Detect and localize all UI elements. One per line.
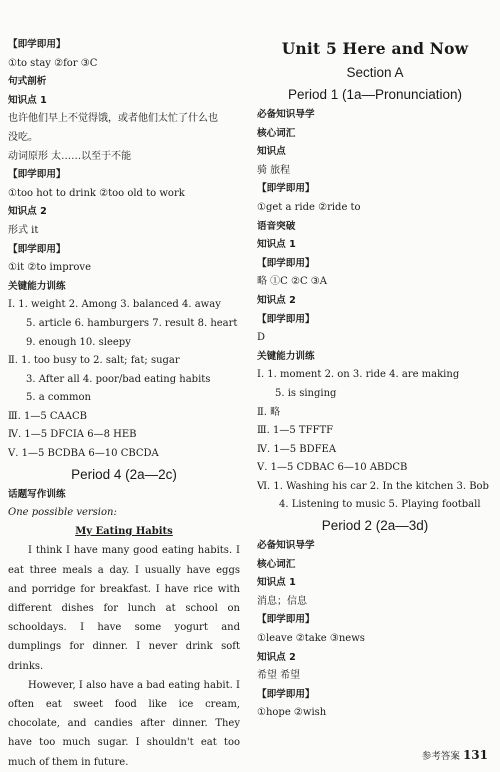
left-line: 句式剖析 (8, 76, 47, 88)
right-line: ①hope ②wish (257, 707, 327, 719)
right-line: Period 2 (2a—3d) (321, 518, 429, 534)
left-line: 【即学即用】 (8, 39, 66, 50)
left-line: 也许他们早上不觉得饿，或者他们太忙了什么也 (8, 113, 218, 125)
right-line: 骑 旅程 (257, 164, 291, 176)
left-line: ①to stay ②for ③C (8, 57, 98, 69)
left-line: 关键能力训练 (8, 280, 66, 292)
right-line: 核心词汇 (257, 558, 296, 570)
footer-label: 参考答案 (421, 751, 460, 762)
right-line: 4. Listening to music 5. Playing football (279, 499, 481, 511)
right-line: 希望 希望 (257, 670, 301, 682)
right-line: 【即学即用】 (257, 183, 315, 195)
right-column (257, 36, 493, 723)
left-line: My Eating Habits (75, 525, 173, 537)
right-line: Ⅴ. 1—5 CDBAC 6—10 ABDCB (257, 462, 408, 474)
right-line: 核心词汇 (257, 127, 296, 139)
left-line: 3. After all 4. poor/bad eating habits (26, 373, 211, 385)
right-line: Ⅳ. 1—5 BDFEA (257, 443, 337, 455)
right-line: 知识点 (257, 146, 286, 158)
right-line: D (257, 332, 266, 344)
left-line: Ⅰ. 1. weight 2. Among 3. balanced 4. away (8, 299, 221, 311)
left-line: 9. enough 10. sleepy (26, 336, 131, 348)
right-line: 消息；信息 (257, 595, 307, 607)
left-line: 知识点 2 (8, 206, 47, 218)
right-line: 必备知识导学 (257, 540, 315, 552)
left-line: 5. article 6. hamburgers 7. result 8. heart (26, 317, 238, 329)
left-line: ①too hot to drink ②too old to work (8, 187, 185, 199)
left-line: 形式 it (8, 224, 39, 236)
right-line: 略 ①C ②C ③A (257, 276, 327, 288)
left-line: Ⅲ. 1—5 CAACB (8, 410, 87, 422)
right-line: 知识点 1 (257, 239, 296, 251)
right-line: 5. is singing (275, 387, 337, 399)
essay-body (8, 541, 240, 771)
right-line: 知识点 1 (257, 577, 296, 589)
right-line: 【即学即用】 (257, 257, 315, 269)
right-line: Ⅲ. 1—5 TFFTF (257, 425, 334, 437)
left-line: 动词原形 太……以至于不能 (8, 150, 132, 162)
essay-paragraph-2: However, I also have a bad eating habit. I often eat sweet food like ice cream, chocolate, and candies after dinner. They have too much sugar. I shouldn't eat too much of them in future. (8, 679, 240, 768)
right-line: Ⅵ. 1. Washing his car 2. In the kitchen 3. Bob (257, 480, 489, 492)
page-footer (422, 748, 488, 762)
left-line: Period 4 (2a—2c) (71, 466, 177, 482)
left-column (8, 36, 240, 772)
left-line: 没吃。 (8, 131, 38, 143)
right-line: 关键能力训练 (257, 350, 315, 362)
left-line: 5. a common (26, 392, 91, 404)
right-line: Section A (346, 65, 404, 80)
right-line: 知识点 2 (257, 294, 296, 306)
right-line: Ⅰ. 1. moment 2. on 3. ride 4. are making (257, 369, 460, 381)
left-line: 【即学即用】 (8, 243, 66, 255)
right-line: ①leave ②take ③news (257, 633, 365, 645)
left-line: 【即学即用】 (8, 169, 66, 181)
right-line: Unit 5 Here and Now (281, 39, 469, 58)
right-line: Ⅱ. 略 (257, 406, 281, 418)
essay-paragraph-1: I think I have many good eating habits. I eat three meals a day. I usually have eggs and porridge for breakfast. I have rice with different dishes for lunch at school on schooldays. I have some yogurt and dumplings for dinner. I never drink soft drinks. (8, 545, 240, 672)
right-line: 知识点 2 (257, 651, 296, 663)
left-line: 话题写作训练 (8, 488, 66, 500)
right-line: ①get a ride ②ride to (257, 201, 361, 213)
left-line: 知识点 1 (8, 94, 47, 106)
page-number: 131 (462, 748, 488, 762)
right-line: 【即学即用】 (257, 614, 315, 626)
right-line: 必备知识导学 (257, 109, 315, 120)
left-line: ①it ②to improve (8, 262, 91, 274)
right-line: Period 1 (1a—Pronunciation) (287, 87, 463, 102)
left-line: Ⅱ. 1. too busy to 2. salt; fat; sugar (8, 355, 180, 367)
right-line: 【即学即用】 (257, 313, 315, 325)
left-line: Ⅴ. 1—5 BCDBA 6—10 CBCDA (8, 448, 159, 460)
right-line: 【即学即用】 (257, 688, 315, 700)
left-line: One possible version: (8, 507, 117, 519)
left-line: Ⅳ. 1—5 DFCIA 6—8 HEB (8, 429, 137, 441)
right-line: 语音突破 (257, 220, 296, 232)
